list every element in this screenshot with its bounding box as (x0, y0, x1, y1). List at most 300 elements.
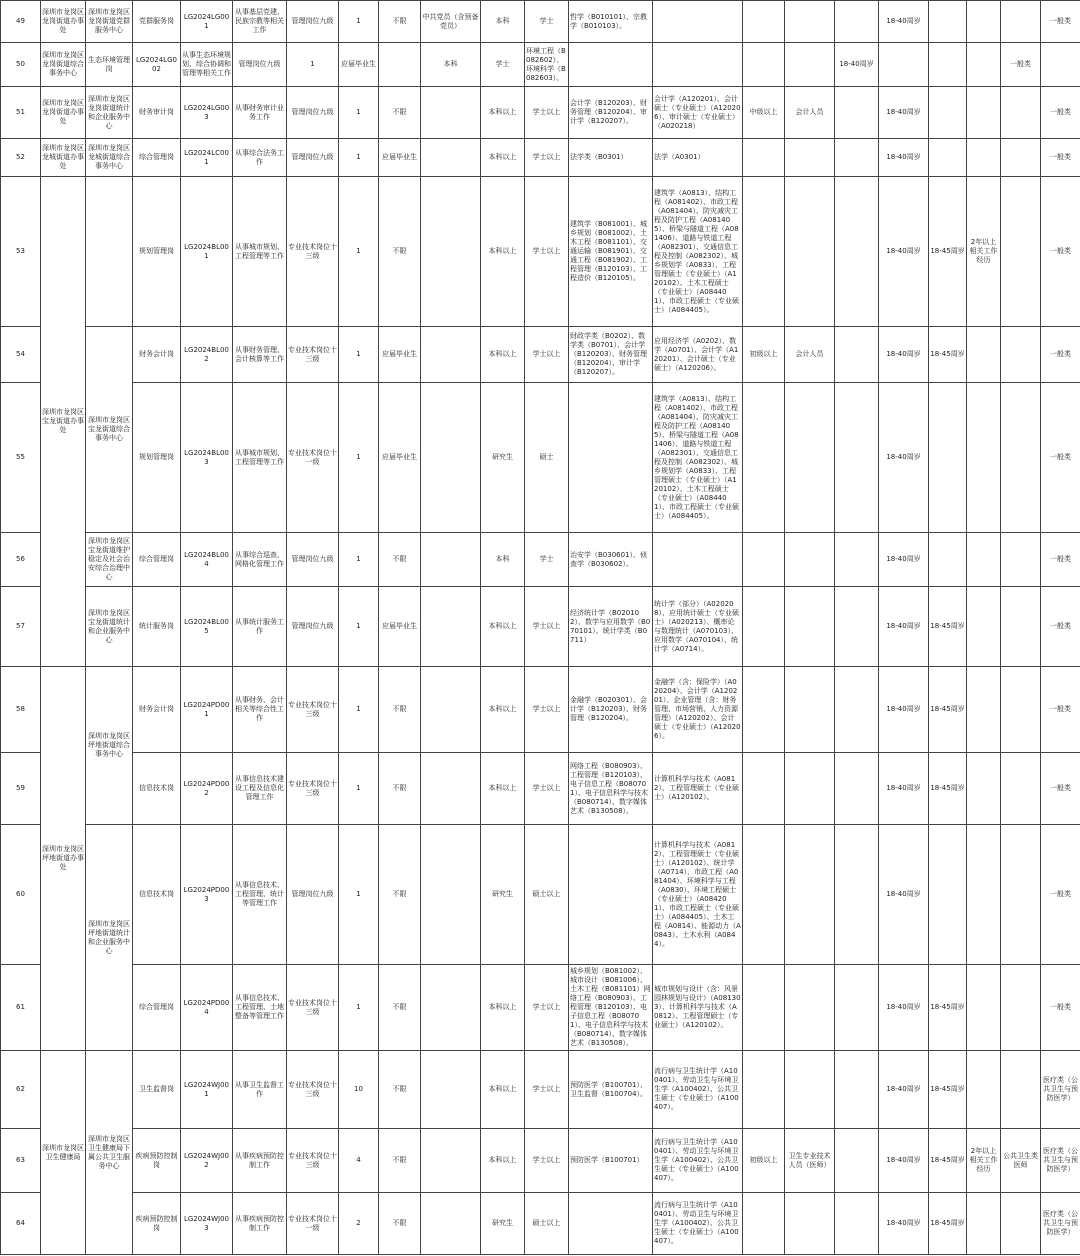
qualification-cell (785, 139, 835, 177)
row-number: 63 (1, 1129, 41, 1193)
major-undergrad-cell: 城乡规划（B081002）、城市设计（B081006）、土木工程（B081101）网络工程（B080903）、工程管理（B120103）、电子信息工程（B080701）、电子信息科学与技术（B080714）、数字媒体艺术（B130508）。 (569, 965, 653, 1051)
table-row (1, 1193, 1080, 1255)
empty-cell (835, 965, 879, 1051)
qualification-cell (785, 587, 835, 667)
age-undergrad-cell: 18-40周岁 (879, 1193, 929, 1255)
row-number: 49 (1, 1, 41, 43)
department-cell: 深圳市龙岗区龙岗街道办事处 (41, 87, 86, 139)
post-desc-cell: 从事疾病预防控制工作 (233, 1129, 287, 1193)
headcount-cell: 4 (339, 1129, 379, 1193)
post-name-cell: 疾病预防控制岗 (133, 1129, 181, 1193)
post-level-cell: 专业技术岗位十三级 (287, 753, 339, 825)
exam-type-cell: 医疗类（公共卫生与预防医学） (1041, 1051, 1080, 1129)
qualification-cell (785, 825, 835, 965)
major-grad-cell: 会计学（A120201）、会计硕士（专业硕士）（A120206）、审计硕士（专业硕士）（A020218） (653, 87, 743, 139)
post-desc-cell: 从事城市规划、工程管理等工作 (233, 383, 287, 533)
degree-cell: 学士以上 (525, 667, 569, 753)
age-grad-cell: 18-45周岁 (929, 667, 967, 753)
experience-cell (967, 965, 1001, 1051)
age-grad-cell: 18-45周岁 (929, 1129, 967, 1193)
post-name-cell: 卫生监督岗 (133, 1051, 181, 1129)
post-code-cell: LG2024LG001 (181, 1, 233, 43)
other-cell (1001, 667, 1041, 753)
headcount-cell: 2 (339, 1193, 379, 1255)
degree-cell: 硕士 (525, 383, 569, 533)
education-cell: 本科 (481, 533, 525, 587)
age-undergrad-cell: 18-40周岁 (879, 533, 929, 587)
post-name-cell: 财务审计岗 (133, 87, 181, 139)
title-cell (743, 587, 785, 667)
post-desc-cell: 从事基层党建、民族宗教等相关工作 (233, 1, 287, 43)
post-level-cell: 专业技术岗位十三级 (287, 667, 339, 753)
major-undergrad-cell: 环境工程（B082602）、环境科学（B082603）。 (525, 43, 569, 87)
degree-cell: 学士以上 (525, 1051, 569, 1129)
title-cell (743, 667, 785, 753)
major-grad-cell: 法学（A0301） (653, 139, 743, 177)
empty-cell (785, 43, 835, 87)
department-cell: 深圳市龙岗区龙城街道办事处 (41, 139, 86, 177)
age-grad-cell (929, 139, 967, 177)
major-undergrad-cell: 建筑学（B081001）、城乡规划（B081002）、土木工程（B081101）、交通运输（B081901）、交通工程（B081902）、工程管理（B120103）、工程造价（B120105）。 (569, 177, 653, 327)
source-cell: 不限 (379, 1, 421, 43)
exam-type-cell: 一般类 (1041, 87, 1080, 139)
table-row (1, 587, 1080, 667)
empty-cell (835, 667, 879, 753)
empty-cell (835, 139, 879, 177)
post-code-cell: LG2024WJ001 (181, 1051, 233, 1129)
headcount-cell: 1 (339, 177, 379, 327)
source-cell: 不限 (379, 177, 421, 327)
source-cell: 应届毕业生 (379, 383, 421, 533)
table-row (1, 1051, 1080, 1129)
experience-cell (967, 139, 1001, 177)
unit-cell (86, 177, 133, 327)
unit-cell: 深圳市龙岗区坪地街道综合事务中心 (86, 667, 133, 825)
table-row (1, 327, 1080, 383)
major-undergrad-cell: 预防医学（B100701） (569, 1129, 653, 1193)
post-code-cell: LG2024LG002 (133, 43, 181, 87)
row-number: 56 (1, 533, 41, 587)
political-cell (421, 87, 481, 139)
title-cell: 初级以上 (743, 327, 785, 383)
education-cell: 本科以上 (481, 177, 525, 327)
age-grad-cell (929, 1, 967, 43)
major-undergrad-cell: 金融学（B020301）、会计学（B120203）、财务管理（B120204）。 (569, 667, 653, 753)
age-undergrad-cell: 18-40周岁 (879, 965, 929, 1051)
qualification-cell: 卫生专业技术人员（医师） (785, 1129, 835, 1193)
source-cell: 应届毕业生 (379, 587, 421, 667)
degree-cell: 学士以上 (525, 587, 569, 667)
major-undergrad-cell: 会计学（B120203）、财务管理（B120204）、审计学（B120207）。 (569, 87, 653, 139)
title-cell (743, 965, 785, 1051)
table-row (1, 1129, 1080, 1193)
headcount-cell: 10 (339, 1051, 379, 1129)
major-grad-cell (653, 533, 743, 587)
headcount-cell: 1 (339, 327, 379, 383)
table-row (1, 533, 1080, 587)
post-code-cell: LG2024BL002 (181, 327, 233, 383)
department-cell: 深圳市龙岗区宝龙街道办事处 (41, 177, 86, 667)
empty-cell (835, 327, 879, 383)
post-name-cell: 综合管理岗 (133, 533, 181, 587)
experience-cell (967, 753, 1001, 825)
education-cell: 本科以上 (481, 1051, 525, 1129)
post-desc-cell: 从事生态环境规划、综合协调和管理等相关工作 (181, 43, 233, 87)
exam-type-cell: 一般类 (1041, 177, 1080, 327)
exam-type-cell: 一般类 (1041, 753, 1080, 825)
experience-cell: 2年以上相关工作经历 (967, 1129, 1001, 1193)
post-level-cell: 管理岗位九级 (287, 1, 339, 43)
experience-cell (967, 87, 1001, 139)
major-grad-cell: 流行病与卫生统计学（A100401）、劳动卫生与环境卫生学（A100402）、公共卫生硕士（专业硕士）（A100407）。 (653, 1129, 743, 1193)
post-level-cell: 管理岗位九级 (233, 43, 287, 87)
post-code-cell: LG2024LG003 (181, 87, 233, 139)
age-grad-cell (929, 383, 967, 533)
row-number: 58 (1, 667, 41, 753)
headcount-cell: 1 (339, 383, 379, 533)
title-cell (743, 1, 785, 43)
experience-cell (967, 1193, 1001, 1255)
post-name-cell: 信息技术岗 (133, 825, 181, 965)
headcount-cell: 1 (339, 139, 379, 177)
source-cell: 不限 (379, 825, 421, 965)
experience-cell (967, 533, 1001, 587)
political-cell (421, 327, 481, 383)
exam-type-cell: 一般类 (1041, 825, 1080, 965)
exam-type-cell: 一般类 (1041, 667, 1080, 753)
experience-cell (967, 1, 1001, 43)
post-level-cell: 管理岗位九级 (287, 87, 339, 139)
headcount-cell: 1 (287, 43, 339, 87)
post-code-cell: LG2024PD001 (181, 667, 233, 753)
age-undergrad-cell: 18-40周岁 (879, 383, 929, 533)
post-desc-cell: 从事财务审计业务工作 (233, 87, 287, 139)
degree-cell: 学士以上 (525, 87, 569, 139)
row-number: 61 (1, 965, 41, 1051)
source-cell: 不限 (379, 533, 421, 587)
other-cell (1001, 327, 1041, 383)
row-number: 55 (1, 383, 41, 533)
qualification-cell: 会计人员 (785, 87, 835, 139)
education-cell: 本科以上 (481, 667, 525, 753)
source-cell: 应届毕业生 (339, 43, 379, 87)
political-cell (421, 1129, 481, 1193)
age-undergrad-cell: 18-40周岁 (879, 87, 929, 139)
age-grad-cell (929, 825, 967, 965)
source-cell: 不限 (379, 1051, 421, 1129)
major-grad-cell: 流行病与卫生统计学（A100401）、劳动卫生与环境卫生学（A100402）、公共卫生硕士（专业硕士）（A100407）。 (653, 1193, 743, 1255)
source-cell: 应届毕业生 (379, 327, 421, 383)
empty-cell (835, 587, 879, 667)
empty-cell (835, 533, 879, 587)
table-row (1, 667, 1080, 753)
age-undergrad-cell: 18-40周岁 (879, 1051, 929, 1129)
post-name-cell: 统计服务岗 (133, 587, 181, 667)
major-grad-cell: 流行病与卫生统计学（A100401）、劳动卫生与环境卫生学（A100402）、公共卫生硕士（专业硕士）（A100407）。 (653, 1051, 743, 1129)
post-level-cell: 管理岗位九级 (287, 533, 339, 587)
political-cell (421, 533, 481, 587)
title-cell (653, 43, 743, 87)
qualification-cell (785, 1, 835, 43)
political-cell (421, 667, 481, 753)
source-cell: 应届毕业生 (379, 139, 421, 177)
title-cell (743, 139, 785, 177)
education-cell: 本科以上 (481, 753, 525, 825)
qualification-cell (785, 965, 835, 1051)
headcount-cell: 1 (339, 753, 379, 825)
major-undergrad-cell (569, 1193, 653, 1255)
experience-cell (929, 43, 967, 87)
unit-cell: 深圳市龙岗区宝龙街道综合事务中心 (86, 327, 133, 533)
post-code-cell: LG2024LC001 (181, 139, 233, 177)
title-cell (743, 1193, 785, 1255)
education-cell: 本科以上 (481, 87, 525, 139)
education-cell: 研究生 (481, 1193, 525, 1255)
education-cell: 研究生 (481, 825, 525, 965)
qualification-cell (785, 1193, 835, 1255)
experience-cell (967, 587, 1001, 667)
post-name-cell: 信息技术岗 (133, 753, 181, 825)
post-name-cell: 疾病预防控制岗 (133, 1193, 181, 1255)
major-grad-cell: 计算机科学与技术（A0812）、工程管理硕士（专业硕士）（A120102）、统计学（A0714）、市政工程（A081404）、环境科学与工程（A0830）、环境工程硕士（专业硕士）（A084201）、市政工程硕士（专业硕士）（A084405）、土木工程（A0814）、能源动力（A0843）、土木水利（A0844）。 (653, 825, 743, 965)
table-row (1, 43, 1080, 87)
title-cell: 中级以上 (743, 87, 785, 139)
unit-cell: 深圳市龙岗区坪地街道统计和企业服务中心 (86, 825, 133, 1051)
post-code-cell: LG2024PD002 (181, 753, 233, 825)
political-cell (421, 1193, 481, 1255)
empty-cell (835, 825, 879, 965)
political-cell (379, 43, 421, 87)
post-desc-cell: 从事综合法务工作 (233, 139, 287, 177)
post-code-cell: LG2024WJ002 (181, 1129, 233, 1193)
degree-cell: 学士以上 (525, 177, 569, 327)
source-cell: 不限 (379, 965, 421, 1051)
age-undergrad-cell: 18-40周岁 (835, 43, 879, 87)
major-undergrad-cell: 预防医学（B100701）、卫生监督（B100704）。 (569, 1051, 653, 1129)
age-undergrad-cell: 18-40周岁 (879, 177, 929, 327)
post-level-cell: 管理岗位九级 (287, 139, 339, 177)
degree-cell: 学士以上 (525, 327, 569, 383)
major-undergrad-cell: 网络工程（B080903）、工程管理（B120103）、电子信息工程（B080701）、电子信息科学与技术（B080714）、数字媒体艺术（B130508）。 (569, 753, 653, 825)
major-grad-cell: 城市规划与设计（含：风景园林规划与设计）（A081303）、计算机科学与技术（A0812）、工程管理硕士（专业硕士）（A120102）。 (653, 965, 743, 1051)
major-undergrad-cell: 经济统计学（B020102）、数学与应用数学（B070101）、统计学类（B0711） (569, 587, 653, 667)
source-cell: 不限 (379, 753, 421, 825)
post-desc-cell: 从事财务管理、会计核算等工作 (233, 327, 287, 383)
experience-cell (967, 667, 1001, 753)
exam-type-cell: 一般类 (1041, 1, 1080, 43)
degree-cell: 学士以上 (525, 139, 569, 177)
age-undergrad-cell: 18-40周岁 (879, 753, 929, 825)
qualification-cell (785, 753, 835, 825)
table-row (1, 139, 1080, 177)
other-cell (1001, 965, 1041, 1051)
post-level-cell: 管理岗位九级 (287, 825, 339, 965)
department-cell: 深圳市龙岗区坪地街道办事处 (41, 667, 86, 1051)
row-number: 64 (1, 1193, 41, 1255)
post-level-cell: 专业技术岗位十三级 (287, 965, 339, 1051)
education-cell: 本科以上 (481, 1129, 525, 1193)
education-cell: 本科以上 (481, 965, 525, 1051)
post-level-cell: 专业技术岗位十三级 (287, 177, 339, 327)
title-cell (743, 383, 785, 533)
qualification-cell (743, 43, 785, 87)
experience-cell (967, 383, 1001, 533)
post-desc-cell: 从事疾病预防控制工作 (233, 1193, 287, 1255)
other-cell (1001, 383, 1041, 533)
age-grad-cell: 18-45周岁 (929, 965, 967, 1051)
post-desc-cell: 从事信息技术建设工程及信息化管理工作 (233, 753, 287, 825)
degree-cell: 学士 (525, 533, 569, 587)
experience-cell: 2年以上相关工作经历 (967, 177, 1001, 327)
post-level-cell: 专业技术岗位十三级 (287, 1129, 339, 1193)
source-cell: 不限 (379, 1129, 421, 1193)
other-cell (1001, 177, 1041, 327)
qualification-cell (785, 667, 835, 753)
education-cell: 本科 (481, 1, 525, 43)
post-code-cell: LG2024BL003 (181, 383, 233, 533)
headcount-cell: 1 (339, 1, 379, 43)
row-number: 52 (1, 139, 41, 177)
unit-cell: 深圳市龙岗区龙城街道综合事务中心 (86, 139, 133, 177)
major-grad-cell: 建筑学（A0813）、结构工程（A081402）、市政工程（A081404）、防灾减灾工程及防护工程（A081405）、桥梁与隧道工程（A081406）、道路与铁道工程（A082301）、交通信息工程及控制（A082302）、城乡规划学（A0833）、工程管理硕士（专业硕士）（A120102）、土木工程硕士（专业硕士）（A084401）、市政工程硕士（专业硕士）（A084405）。 (653, 177, 743, 327)
empty-cell (835, 87, 879, 139)
exam-type-cell: 一般类 (1041, 533, 1080, 587)
exam-type-cell: 一般类 (1001, 43, 1041, 87)
age-undergrad-cell: 18-40周岁 (879, 327, 929, 383)
post-desc-cell: 从事信息技术、工程管理、统计等管理工作 (233, 825, 287, 965)
unit-cell: 深圳市龙岗区龙岗街道统计和企业服务中心 (86, 87, 133, 139)
exam-type-cell: 一般类 (1041, 327, 1080, 383)
row-number: 50 (1, 43, 41, 87)
post-desc-cell: 从事统计服务工作 (233, 587, 287, 667)
table-row (1, 87, 1080, 139)
post-level-cell: 专业技术岗位十一级 (287, 383, 339, 533)
post-code-cell: LG2024BL004 (181, 533, 233, 587)
age-grad-cell: 18-45周岁 (929, 587, 967, 667)
age-grad-cell: 18-45周岁 (929, 1193, 967, 1255)
education-cell: 本科以上 (481, 139, 525, 177)
other-cell (1001, 533, 1041, 587)
age-undergrad-cell: 18-40周岁 (879, 139, 929, 177)
degree-cell: 硕士以上 (525, 825, 569, 965)
education-cell: 本科以上 (481, 587, 525, 667)
political-cell (421, 383, 481, 533)
title-cell (743, 1051, 785, 1129)
post-code-cell: LG2024BL001 (181, 177, 233, 327)
degree-cell: 学士以上 (525, 1129, 569, 1193)
age-grad-cell: 18-45周岁 (929, 1051, 967, 1129)
political-cell (421, 965, 481, 1051)
experience-cell (967, 327, 1001, 383)
row-number: 62 (1, 1051, 41, 1129)
post-name-cell: 综合管理岗 (133, 965, 181, 1051)
other-cell (1001, 587, 1041, 667)
political-cell (421, 139, 481, 177)
age-undergrad-cell: 18-40周岁 (879, 1129, 929, 1193)
exam-type-cell: 一般类 (1041, 965, 1080, 1051)
post-code-cell: LG2024PD003 (181, 825, 233, 965)
exam-type-cell: 一般类 (1041, 587, 1080, 667)
empty-cell (835, 383, 879, 533)
empty-cell (835, 177, 879, 327)
headcount-cell: 1 (339, 87, 379, 139)
exam-type-cell: 医疗类（公共卫生与预防医学） (1041, 1129, 1080, 1193)
department-cell: 深圳市龙岗区龙岗街道办事处 (41, 1, 86, 43)
major-undergrad-cell: 治安学（B030601）、侦查学（B030602）。 (569, 533, 653, 587)
unit-cell: 深圳市龙岗区卫生健康局下属公共卫生服务中心 (86, 1051, 133, 1255)
headcount-cell: 1 (339, 533, 379, 587)
row-number: 59 (1, 753, 41, 825)
post-name-cell: 规划管理岗 (133, 383, 181, 533)
degree-cell: 硕士以上 (525, 1193, 569, 1255)
political-cell (421, 177, 481, 327)
major-grad-cell: 金融学（含：保险学）（A020204）、会计学（A120201）、企业管理（含：财务管理、市场营销、人力资源管理）（A120202）、会计硕士（专业硕士）（A120206）。 (653, 667, 743, 753)
title-cell (743, 177, 785, 327)
exam-type-cell: 一般类 (1041, 383, 1080, 533)
table-row (1, 965, 1080, 1051)
other-cell (1001, 1193, 1041, 1255)
age-undergrad-cell: 18-40周岁 (879, 1, 929, 43)
age-undergrad-cell: 18-40周岁 (879, 587, 929, 667)
education-cell: 研究生 (481, 383, 525, 533)
headcount-cell: 1 (339, 667, 379, 753)
age-grad-cell: 18-45周岁 (929, 753, 967, 825)
post-name-cell: 规划管理岗 (133, 177, 181, 327)
major-undergrad-cell (569, 825, 653, 965)
experience-cell (967, 1051, 1001, 1129)
post-name-cell: 党群服务岗 (133, 1, 181, 43)
table-row (1, 825, 1080, 965)
empty-cell (835, 1, 879, 43)
post-level-cell: 专业技术岗位十一级 (287, 1193, 339, 1255)
post-name-cell: 财务会计岗 (133, 667, 181, 753)
education-cell: 本科以上 (481, 327, 525, 383)
post-desc-cell: 从事信息技术、工程管理、土地整备等管理工作 (233, 965, 287, 1051)
other-cell (1001, 139, 1041, 177)
table-row (1, 383, 1080, 533)
post-name-cell: 生态环境管理岗 (86, 43, 133, 87)
major-undergrad-cell: 财政学类（B0202）、数学类（B0701）、会计学（B120203）、财务管理（B120204）、审计学（B120207）。 (569, 327, 653, 383)
political-cell (421, 587, 481, 667)
row-number: 54 (1, 327, 41, 383)
row-number: 57 (1, 587, 41, 667)
post-code-cell: LG2024BL005 (181, 587, 233, 667)
qualification-cell (785, 533, 835, 587)
other-cell (967, 43, 1001, 87)
title-cell (743, 753, 785, 825)
age-grad-cell: 18-45周岁 (929, 327, 967, 383)
political-cell (421, 1051, 481, 1129)
other-cell: 公共卫生类医师 (1001, 1129, 1041, 1193)
post-code-cell: LG2024PD004 (181, 965, 233, 1051)
major-grad-cell: 应用经济学（A0202）、数学（A0701）、会计学（A120201）、会计硕士（专业硕士）（A120206）。 (653, 327, 743, 383)
empty-cell (835, 1193, 879, 1255)
table-row (1, 1, 1080, 43)
qualification-cell (785, 383, 835, 533)
table-row (1, 753, 1080, 825)
unit-cell: 深圳市龙岗区龙岗街道综合事务中心 (41, 43, 86, 87)
major-grad-cell: 建筑学（A0813）、结构工程（A081402）、市政工程（A081404）、防灾减灾工程及防护工程（A081405）、桥梁与隧道工程（A081406）、道路与铁道工程（A082301）、交通信息工程及控制（A082302）、城乡规划学（A0833）、工程管理硕士（专业硕士）（A120102）、土木工程硕士（专业硕士）（A084401）、市政工程硕士（专业硕士）（A084405）。 (653, 383, 743, 533)
title-cell: 初级以上 (743, 1129, 785, 1193)
empty-cell (835, 1051, 879, 1129)
degree-cell: 学士以上 (525, 965, 569, 1051)
row-number: 60 (1, 825, 41, 965)
post-desc-cell: 从事卫生监督工作 (233, 1051, 287, 1129)
headcount-cell: 1 (339, 587, 379, 667)
other-cell (1001, 753, 1041, 825)
post-name-cell: 财务会计岗 (133, 327, 181, 383)
age-undergrad-cell: 18-40周岁 (879, 667, 929, 753)
